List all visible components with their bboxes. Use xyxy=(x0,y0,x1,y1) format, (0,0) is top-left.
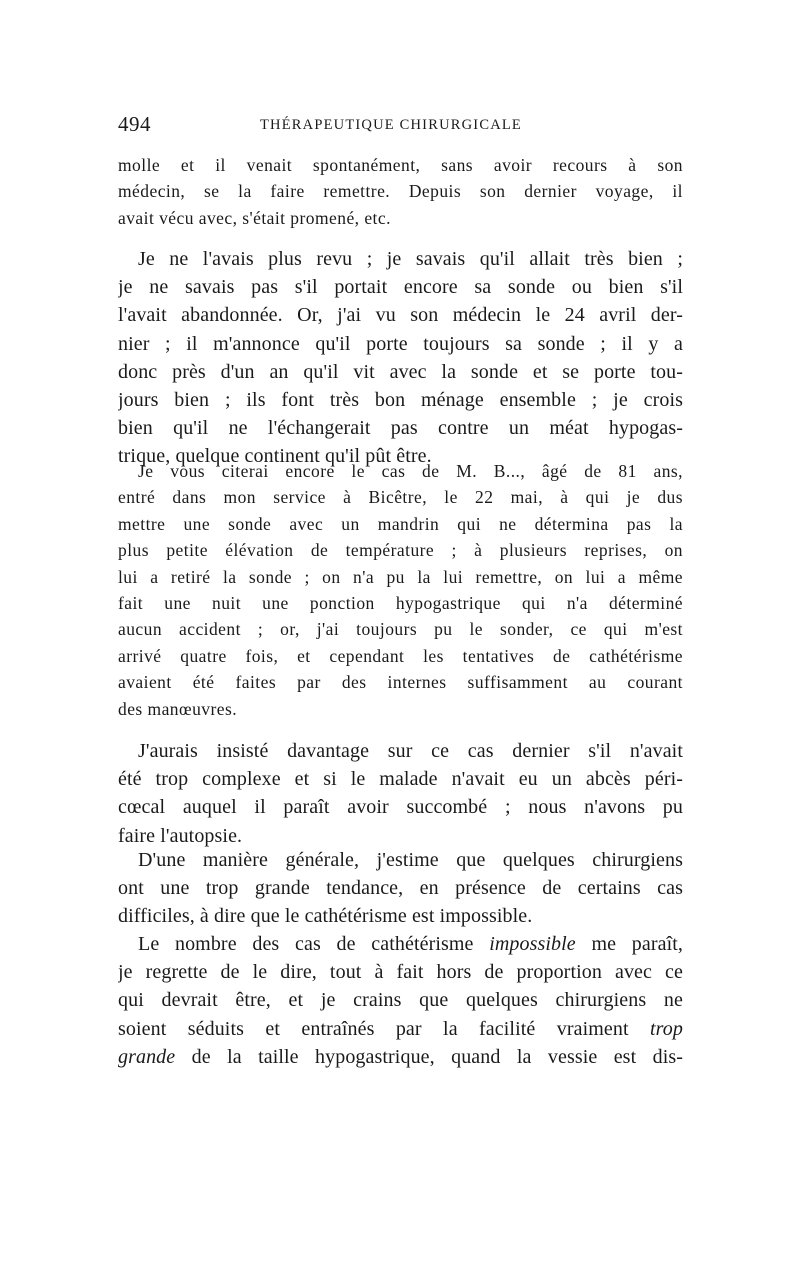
text-line: nier ; il m'annonce qu'il porte toujours sa sonde ; il y a xyxy=(118,332,683,355)
text-line: je regrette de le dire, tout à fait hors de proportion avec ce xyxy=(118,961,683,984)
text-line: qui devrait être, et je crains que quelques chirurgiens ne xyxy=(118,989,683,1012)
text-line: je ne savais pas s'il portait encore sa sonde ou bien s'il xyxy=(118,276,683,299)
italic-word: grande xyxy=(118,1045,176,1068)
text-line: Je vous citerai encore le cas de M. B..., âgé de 81 ans, xyxy=(138,461,683,481)
text-line: mettre une sonde avec un mandrin qui ne détermina pas la xyxy=(118,513,683,534)
paragraph-case-mb xyxy=(118,458,683,722)
text-line: aucun accident ; or, j'ai toujours pu le sonder, ce qui m'est xyxy=(118,619,683,640)
text-line: Le nombre des cas de cathétérisme impossible me paraît, xyxy=(138,933,683,955)
text-line: fait une nuit une ponction hypogastrique qui n'a déterminé xyxy=(118,593,683,614)
page-number: 494 xyxy=(118,112,151,136)
text-line: jours bien ; ils font très bon ménage ensemble ; je crois xyxy=(118,389,683,412)
text-line: donc près d'un an qu'il vit avec la sonde et se porte tou- xyxy=(118,360,683,383)
text-line: trique, quelque continent qu'il pût être. xyxy=(118,445,432,468)
text-line: arrivé quatre fois, et cependant les tentatives de cathétérisme xyxy=(118,645,683,666)
text-line: J'aurais insisté davantage sur ce cas dernier s'il n'avait xyxy=(138,740,683,762)
italic-word: impossible xyxy=(489,933,576,955)
text-line: difficiles, à dire que le cathétérisme est impossible. xyxy=(118,905,533,928)
text-line: entré dans mon service à Bicêtre, le 22 mai, à qui je dus xyxy=(118,487,683,508)
text-line: soient séduits et entraînés par la facilité vraiment trop xyxy=(118,1017,683,1040)
text-line: des manœuvres. xyxy=(118,698,238,719)
running-head xyxy=(118,112,683,142)
text-line: avait vécu avec, s'était promené, etc. xyxy=(118,207,391,228)
text-line: l'avait abandonnée. Or, j'ai vu son médecin le 24 avril der- xyxy=(118,304,683,327)
text-line: grande de la taille hypogastrique, quand la vessie est dis- xyxy=(118,1045,683,1068)
text-line: cœcal auquel il paraît avoir succombé ; nous n'avons pu xyxy=(118,796,683,819)
text-line: bien qu'il ne l'échangerait pas contre un méat hypogas- xyxy=(118,417,683,440)
paragraph-continuation xyxy=(118,152,683,231)
text-line: médecin, se la faire remettre. Depuis son dernier voyage, il xyxy=(118,181,683,202)
text-line: faire l'autopsie. xyxy=(118,824,243,847)
text-line: été trop complexe et si le malade n'avait eu un abcès péri- xyxy=(118,768,683,791)
italic-word: trop xyxy=(650,1017,683,1040)
paragraph-maniere-generale xyxy=(118,846,683,931)
text-line: plus petite élévation de température ; à plusieurs reprises, on xyxy=(118,540,683,561)
text-line: lui a retiré la sonde ; on n'a pu la lui remettre, on lui a même xyxy=(118,566,683,587)
text-line: ont une trop grande tendance, en présence de certains cas xyxy=(118,877,683,900)
text-line: Je ne l'avais plus revu ; je savais qu'il allait très bien ; xyxy=(138,248,683,270)
text-line: molle et il venait spontanément, sans avoir recours à son xyxy=(118,155,683,175)
text-line: avaient été faites par des internes suffisamment au courant xyxy=(118,672,683,693)
paragraph-nombre-cas xyxy=(118,930,683,1071)
running-title: THÉRAPEUTIQUE CHIRURGICALE xyxy=(260,117,522,133)
paragraph-revu xyxy=(118,245,683,471)
paragraph-insiste xyxy=(118,737,683,850)
text-line: D'une manière générale, j'estime que quelques chirurgiens xyxy=(138,849,683,871)
